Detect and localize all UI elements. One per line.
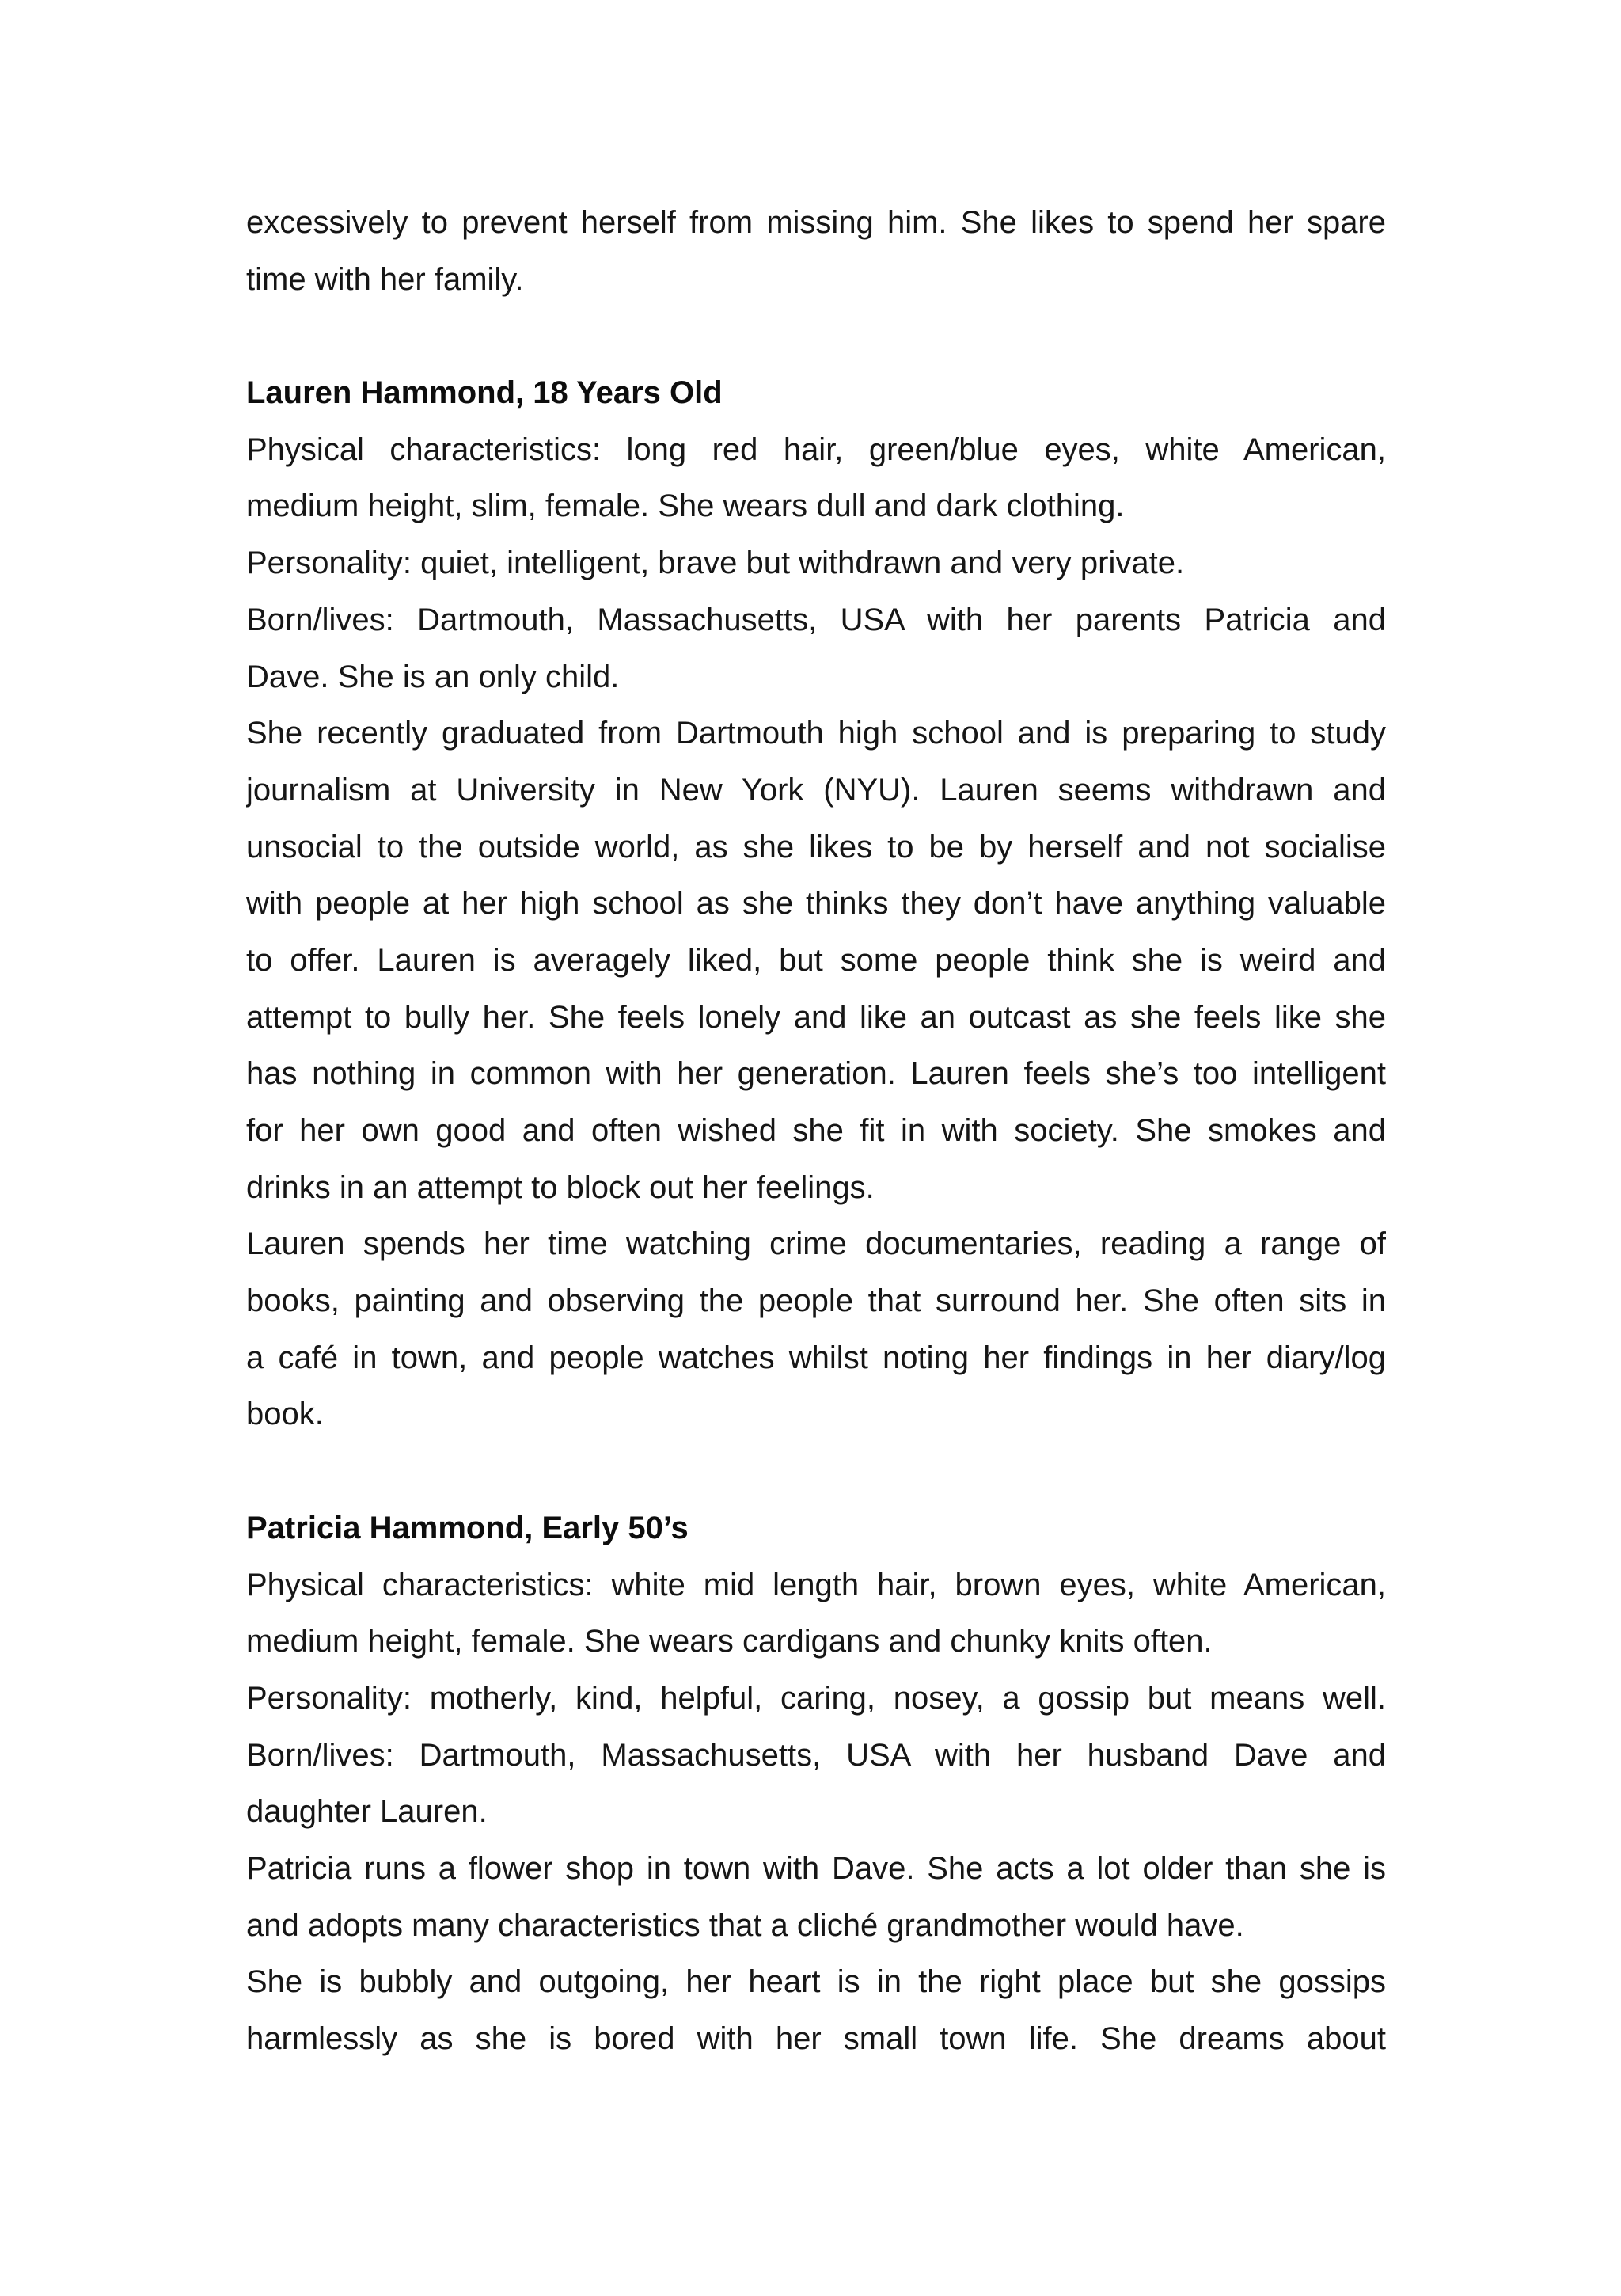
intro-line-2: time with her family.: [246, 261, 524, 297]
section-spacer: [246, 308, 1386, 365]
lauren-line-11: attempt to bully her. She feels lonely and like an outcast as she feels like she: [246, 999, 1386, 1035]
patricia-line-8: She is bubbly and outgoing, her heart is in the right place but she gossips: [246, 1964, 1386, 2000]
lauren-line-17: a café in town, and people watches whilst noting her findings in her diary/log: [246, 1340, 1386, 1375]
patricia-line-1: Physical characteristics: white mid length hair, brown eyes, white American,: [246, 1567, 1386, 1602]
lauren-line-15: Lauren spends her time watching crime documentaries, reading a range of: [246, 1226, 1386, 1262]
lauren-line-2: medium height, slim, female. She wears dull and dark clothing.: [246, 488, 1125, 524]
patricia-line-7: and adopts many characteristics that a cliché grandmother would have.: [246, 1907, 1244, 1943]
lauren-line-8: unsocial to the outside world, as she likes to be by herself and not socialise: [246, 829, 1386, 865]
patricia-line-2: medium height, female. She wears cardigans and chunky knits often.: [246, 1624, 1213, 1659]
intro-line-1: excessively to prevent herself from missing him. She likes to spend her spare: [246, 205, 1386, 240]
lauren-line-13: for her own good and often wished she fit in with society. She smokes and: [246, 1113, 1386, 1148]
patricia-line-6: Patricia runs a flower shop in town with Dave. She acts a lot older than she is: [246, 1850, 1386, 1886]
lauren-line-9: with people at her high school as she thinks they don’t have anything valuable: [246, 886, 1386, 922]
patricia-line-5: daughter Lauren.: [246, 1794, 488, 1830]
lauren-line-5: Dave. She is an only child.: [246, 659, 620, 694]
document-body: [246, 195, 1386, 2068]
lauren-line-4: Born/lives: Dartmouth, Massachusetts, USA with her parents Patricia and: [246, 602, 1386, 637]
lauren-line-16: books, painting and observing the people that surround her. She often sits in: [246, 1283, 1386, 1319]
lauren-line-18: book.: [246, 1397, 324, 1432]
lauren-line-7: journalism at University in New York (NYU). Lauren seems withdrawn and: [246, 772, 1386, 808]
lauren-line-10: to offer. Lauren is averagely liked, but some people think she is weird and: [246, 942, 1386, 978]
lauren-line-1: Physical characteristics: long red hair, green/blue eyes, white American,: [246, 431, 1386, 467]
lauren-line-3: Personality: quiet, intelligent, brave but withdrawn and very private.: [246, 545, 1185, 581]
lauren-line-14: drinks in an attempt to block out her feelings.: [246, 1169, 875, 1205]
patricia-line-4: Born/lives: Dartmouth, Massachusetts, USA with her husband Dave and: [246, 1737, 1386, 1773]
patricia-heading: Patricia Hammond, Early 50’s: [246, 1510, 689, 1545]
lauren-line-6: She recently graduated from Dartmouth high school and is preparing to study: [246, 716, 1386, 751]
lauren-line-12: has nothing in common with her generation. Lauren feels she’s too intelligent: [246, 1056, 1386, 1092]
patricia-line-9: harmlessly as she is bored with her small town life. She dreams about: [246, 2021, 1386, 2056]
patricia-line-3: Personality: motherly, kind, helpful, caring, nosey, a gossip but means well.: [246, 1680, 1386, 1716]
section-spacer: [246, 1443, 1386, 1500]
lauren-heading: Lauren Hammond, 18 Years Old: [246, 375, 723, 411]
